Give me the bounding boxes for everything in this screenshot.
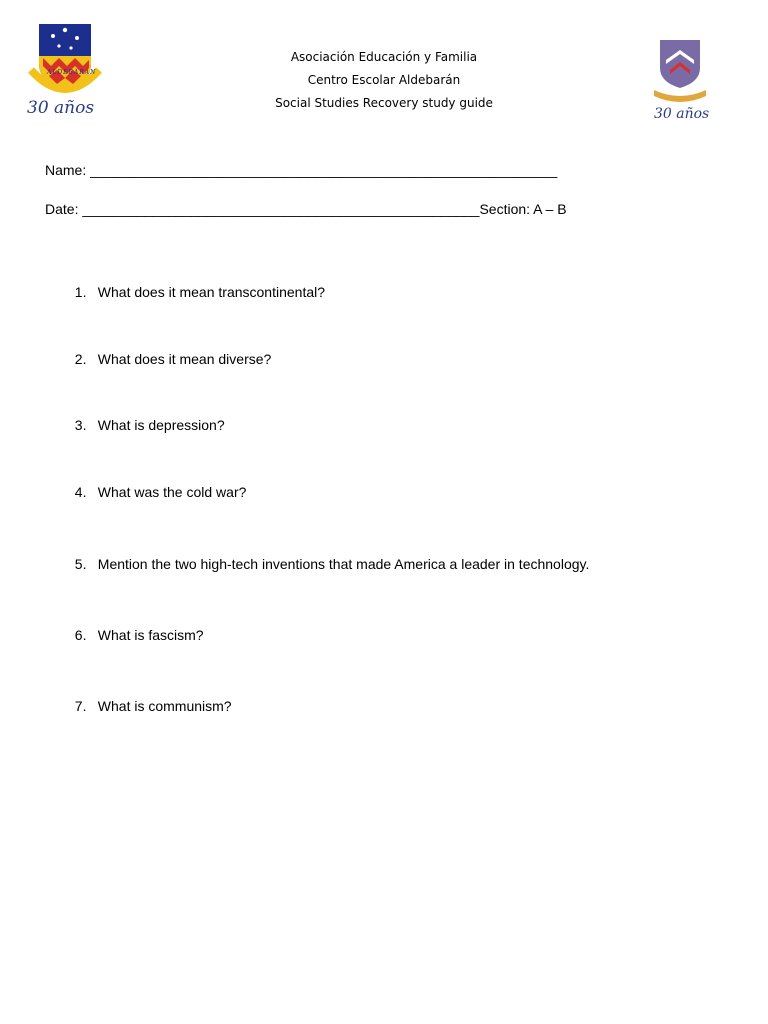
- question-item: [67, 268, 325, 300]
- question-number: 5.: [74, 556, 87, 572]
- question-item: [67, 468, 246, 500]
- question-text: What is communism?: [97, 698, 232, 714]
- question-text: What is fascism?: [97, 627, 204, 643]
- question-number: 2.: [74, 351, 87, 367]
- anniversary-text-left: 30 años: [27, 98, 95, 118]
- header-line-1: Asociación Educación y Familia: [290, 50, 478, 64]
- question-number: 6.: [74, 627, 87, 643]
- header-line-2: Centro Escolar Aldebarán: [307, 73, 461, 87]
- question-item: [67, 682, 232, 714]
- question-text: What does it mean transcontinental?: [97, 284, 326, 300]
- question-text: What does it mean diverse?: [97, 351, 272, 367]
- anniversary-text-right: 30 años: [654, 106, 710, 122]
- question-number: 1.: [74, 284, 87, 300]
- question-item: [67, 401, 225, 433]
- header-line-3: Social Studies Recovery study guide: [275, 96, 493, 110]
- question-number: 7.: [74, 698, 87, 714]
- question-number: 4.: [74, 484, 87, 500]
- question-item: [67, 611, 204, 643]
- date-section-field: Date: ___________________________________________________Section: A – B: [45, 201, 567, 217]
- shield-icon: [652, 38, 708, 104]
- question-item: [67, 540, 589, 572]
- question-text: Mention the two high-tech inventions that made America a leader in technology.: [97, 556, 590, 572]
- question-item: [67, 335, 271, 367]
- logo-arc-text: ALDEBARAN: [47, 69, 97, 76]
- question-number: 3.: [74, 417, 87, 433]
- name-field: Name: ____________________________________________________________: [45, 162, 558, 178]
- question-text: What was the cold war?: [97, 484, 247, 500]
- question-text: What is depression?: [97, 417, 225, 433]
